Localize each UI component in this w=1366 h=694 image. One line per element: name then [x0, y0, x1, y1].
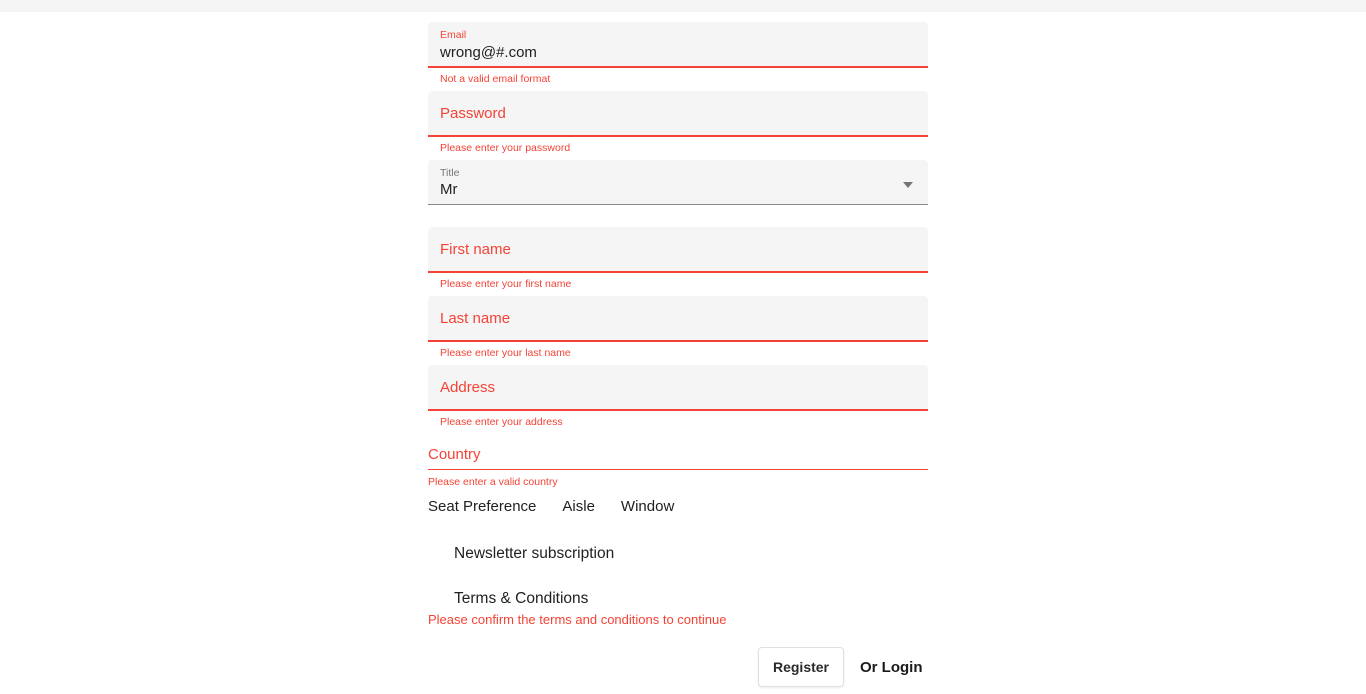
seat-preference-label: Seat Preference — [428, 498, 537, 515]
email-error: Not a valid email format — [440, 73, 551, 85]
email-field[interactable] — [428, 22, 928, 68]
password-error: Please enter your password — [440, 142, 571, 154]
password-input[interactable] — [440, 91, 916, 135]
password-field[interactable] — [428, 91, 928, 137]
last-name-error: Please enter your last name — [440, 347, 571, 359]
email-label: Email — [440, 29, 467, 41]
chevron-down-icon — [903, 182, 913, 188]
terms-checkbox[interactable] — [428, 589, 928, 609]
country-field[interactable] — [428, 434, 928, 470]
country-error: Please enter a valid country — [428, 476, 558, 488]
spacer — [428, 205, 928, 227]
address-input[interactable] — [440, 365, 916, 409]
top-bar — [0, 0, 1366, 12]
terms-label: Terms & Conditions — [454, 590, 589, 607]
last-name-field[interactable] — [428, 296, 928, 342]
terms-error: Please confirm the terms and conditions to continue — [428, 612, 727, 627]
first-name-input[interactable] — [440, 227, 916, 271]
registration-form — [428, 22, 928, 687]
title-select[interactable] — [428, 160, 928, 205]
country-input[interactable] — [428, 446, 928, 470]
address-error: Please enter your address — [440, 416, 563, 428]
first-name-error: Please enter your first name — [440, 278, 572, 290]
first-name-field[interactable] — [428, 227, 928, 273]
last-name-input[interactable] — [440, 296, 916, 340]
actions-row — [428, 647, 928, 687]
title-label: Title — [440, 167, 460, 179]
register-button[interactable]: Register — [758, 647, 844, 687]
seat-preference-group — [428, 498, 928, 516]
newsletter-checkbox[interactable] — [428, 544, 928, 564]
login-link[interactable]: Or Login — [860, 658, 923, 676]
newsletter-label: Newsletter subscription — [454, 545, 615, 562]
email-input[interactable] — [440, 44, 916, 61]
radio-window[interactable]: Window — [620, 498, 675, 515]
address-field[interactable] — [428, 365, 928, 411]
title-selected-value: Mr — [440, 181, 458, 198]
radio-aisle[interactable]: Aisle — [562, 498, 595, 515]
